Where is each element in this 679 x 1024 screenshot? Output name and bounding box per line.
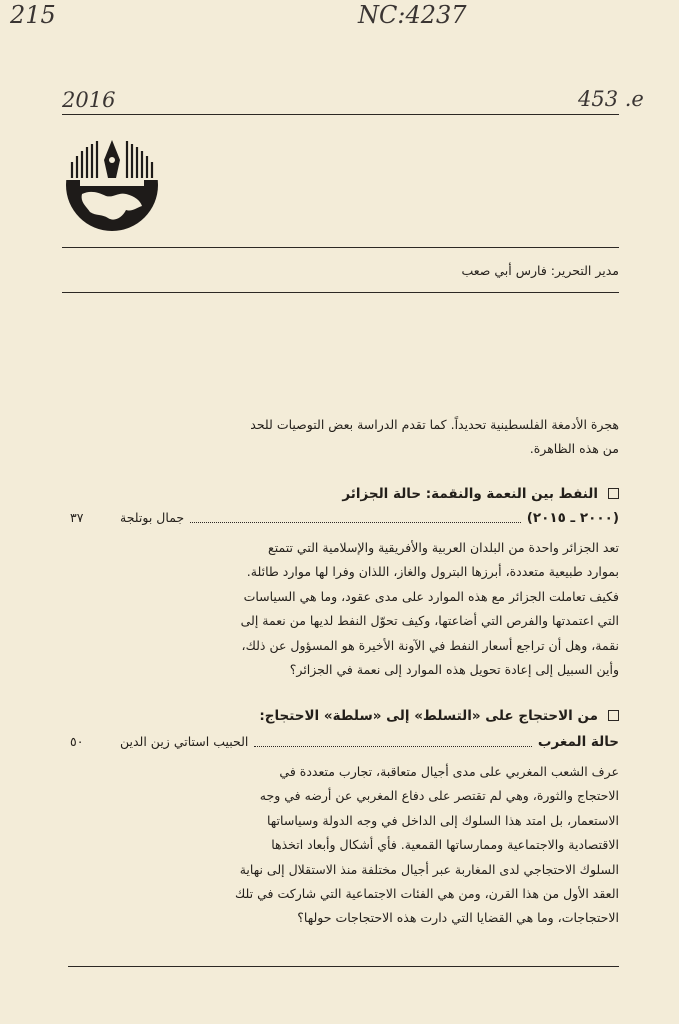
abstract-line: الاقتصادية والاجتماعية وممارساتها القمعية. فأي أشكال وأبعاد اتخذها xyxy=(271,837,619,853)
checkbox-square-icon xyxy=(608,710,619,721)
publisher-logo xyxy=(62,132,162,232)
top-rule xyxy=(62,114,619,115)
handwritten-page-number: 215 xyxy=(10,1,56,29)
author-name: الحبيب استاتي زين الدين xyxy=(120,734,249,749)
intro-text xyxy=(59,413,619,461)
dot-leader xyxy=(190,522,521,523)
abstract-line: عرف الشعب المغربي على مدى أجيال متعاقبة، تجارب متعددة في xyxy=(279,764,619,779)
abstract-line: بموارد طبيعية متعددة، أبرزها البترول والغاز، اللذان وفرا لها موارد طائلة. xyxy=(246,564,619,580)
header-rule-lower xyxy=(62,292,619,293)
page-number: ٣٧ xyxy=(70,510,84,525)
checkbox-square-icon xyxy=(608,488,619,499)
author-name: جمال بوتلجة xyxy=(120,510,185,525)
article-subtitle: (٢٠٠٠ ـ ٢٠١٥) xyxy=(526,510,619,526)
handwritten-reference: 453 .e xyxy=(578,87,644,111)
article-byline xyxy=(70,508,619,528)
article-abstract xyxy=(59,536,619,682)
abstract-line: وأين السبيل إلى إعادة تحويل هذه الموارد إلى نعمة في الجزائر؟ xyxy=(289,662,619,678)
dot-leader xyxy=(254,746,532,747)
editor-credit: مدير التحرير: فارس أبي صعب xyxy=(461,263,619,278)
handwritten-year: 2016 xyxy=(62,88,116,112)
page-number: ٥٠ xyxy=(70,734,84,749)
intro-line: هجرة الأدمغة الفلسطينية تحديداً. كما تقدم الدراسة بعض التوصيات للحد xyxy=(250,417,619,432)
header-rule-upper xyxy=(62,247,619,248)
abstract-line: السلوك الاحتجاجي لدى المغاربة عبر أجيال مختلفة منذ الاستقلال إلى نهاية xyxy=(239,861,619,877)
abstract-line: تعد الجزائر واحدة من البلدان العربية والأفريقية والإسلامية التي تتمتع xyxy=(268,540,619,555)
handwritten-catalog-number: NC:4237 xyxy=(358,1,467,29)
abstract-line: العقد الأول من هذا القرن، ومن هي الفئات الاجتماعية التي شاركت في تلك xyxy=(235,886,619,902)
abstract-line: نقمة، وهل أن تراجع أسعار النفط في الآونة الأخيرة هو المسؤول عن ذلك، xyxy=(241,637,619,653)
abstract-line: الاحتجاج والثورة، وهي لم تقتصر على دفاع المغربي عن أرضه في وجه xyxy=(259,788,619,804)
article-subtitle: حالة المغرب xyxy=(537,734,619,750)
intro-line: من هذه الظاهرة. xyxy=(529,441,619,456)
article-title: من الاحتجاج على «التسلط» إلى «سلطة» الاحتجاج: xyxy=(59,706,619,726)
article-title: النفط بين النعمة والنقمة: حالة الجزائر xyxy=(59,484,619,504)
abstract-line: الاحتجاجات، وما هي القضايا التي دارت هذه الاحتجاجات حولها؟ xyxy=(297,910,619,926)
abstract-line: التي اعتمدتها والفرص التي أضاعتها، وكيف تحوّل النفط لديها من نعمة إلى xyxy=(240,613,619,629)
abstract-line: الاستعمار، بل امتد هذا السلوك إلى الداخل في وجه الدولة وسياساتها xyxy=(266,812,619,828)
bottom-rule xyxy=(68,966,619,967)
article-abstract xyxy=(59,760,619,931)
article-byline xyxy=(70,732,619,752)
abstract-line: فكيف تعاملت الجزائر مع هذه الموارد على مدى عقود، وما هي السياسات xyxy=(243,588,619,604)
